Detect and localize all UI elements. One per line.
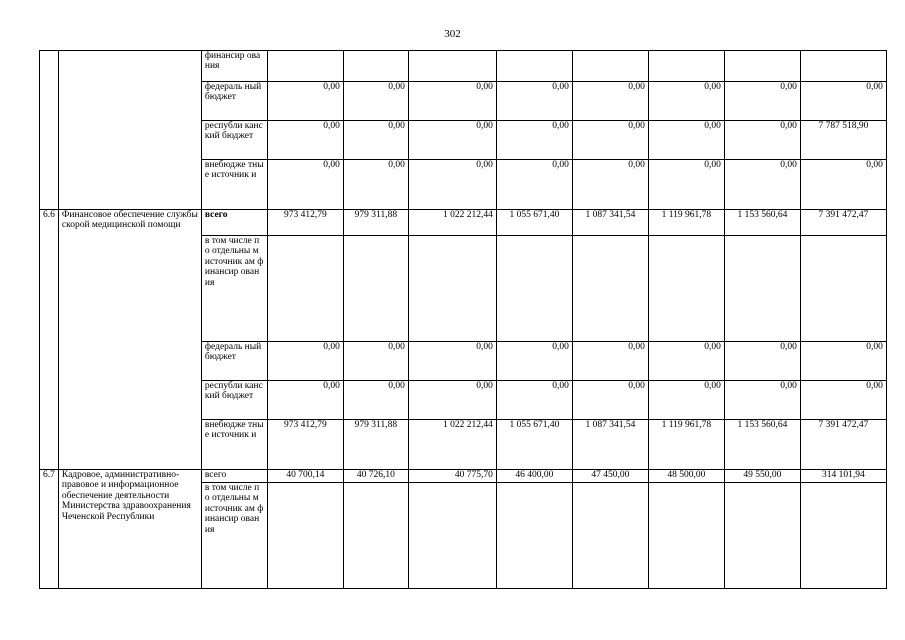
index-cell: 6.6 — [40, 210, 59, 470]
source-cell: федераль ный бюджет — [201, 342, 267, 381]
empty-cell — [267, 483, 343, 589]
empty-cell — [648, 51, 724, 82]
value-cell: 1 055 671,40 — [496, 210, 572, 236]
empty-cell — [572, 51, 648, 82]
value-cell: 47 450,00 — [572, 470, 648, 483]
empty-cell — [572, 483, 648, 589]
empty-cell — [267, 51, 343, 82]
empty-cell — [572, 236, 648, 342]
empty-cell — [800, 236, 886, 342]
empty-cell — [267, 236, 343, 342]
value-cell: 1 153 560,64 — [724, 210, 800, 236]
value-cell: 314 101,94 — [800, 470, 886, 483]
value-cell: 0,00 — [343, 160, 408, 210]
budget-table-body — [40, 51, 887, 589]
empty-cell — [343, 236, 408, 342]
value-cell: 40 726,10 — [343, 470, 408, 483]
source-cell: внебюдже тные источник и — [201, 420, 267, 470]
value-cell: 0,00 — [572, 160, 648, 210]
value-cell: 48 500,00 — [648, 470, 724, 483]
source-cell: финансир ования — [201, 51, 267, 82]
value-cell: 0,00 — [496, 160, 572, 210]
empty-cell — [496, 483, 572, 589]
empty-cell — [800, 483, 886, 589]
value-cell: 0,00 — [648, 121, 724, 160]
value-cell: 1 087 341,54 — [572, 420, 648, 470]
page-number: 302 — [444, 28, 461, 40]
value-cell: 40 700,14 — [267, 470, 343, 483]
empty-cell — [408, 483, 496, 589]
value-cell: 979 311,88 — [343, 420, 408, 470]
value-cell: 0,00 — [800, 342, 886, 381]
value-cell: 0,00 — [724, 381, 800, 420]
value-cell: 1 153 560,64 — [724, 420, 800, 470]
source-cell: всего — [201, 470, 267, 483]
source-cell: внебюдже тные источник и — [201, 160, 267, 210]
value-cell: 979 311,88 — [343, 210, 408, 236]
value-cell: 1 119 961,78 — [648, 420, 724, 470]
budget-table — [39, 50, 887, 589]
value-cell: 0,00 — [648, 381, 724, 420]
value-cell: 0,00 — [572, 121, 648, 160]
source-cell: республи канский бюджет — [201, 381, 267, 420]
table-row — [40, 470, 887, 483]
value-cell: 973 412,79 — [267, 420, 343, 470]
value-cell: 0,00 — [648, 160, 724, 210]
empty-cell — [496, 51, 572, 82]
source-cell: в том числе по отдельны м источник ам финансир ования — [201, 483, 267, 589]
value-cell: 973 412,79 — [267, 210, 343, 236]
empty-cell — [408, 236, 496, 342]
value-cell: 0,00 — [343, 121, 408, 160]
value-cell: 1 022 212,44 — [408, 210, 496, 236]
value-cell: 0,00 — [496, 82, 572, 121]
source-cell: республи канский бюджет — [201, 121, 267, 160]
value-cell: 0,00 — [267, 381, 343, 420]
value-cell: 0,00 — [572, 82, 648, 121]
name-cell: Финансовое обеспечение службы скорой медицинской помощи — [58, 210, 201, 470]
value-cell: 49 550,00 — [724, 470, 800, 483]
value-cell: 46 400,00 — [496, 470, 572, 483]
value-cell: 0,00 — [724, 82, 800, 121]
value-cell: 0,00 — [343, 381, 408, 420]
value-cell: 0,00 — [496, 342, 572, 381]
value-cell: 0,00 — [724, 121, 800, 160]
value-cell: 0,00 — [267, 160, 343, 210]
value-cell: 0,00 — [408, 381, 496, 420]
empty-cell — [408, 51, 496, 82]
value-cell: 0,00 — [408, 342, 496, 381]
empty-cell — [343, 483, 408, 589]
value-cell: 0,00 — [496, 381, 572, 420]
source-cell: федераль ный бюджет — [201, 82, 267, 121]
value-cell: 0,00 — [800, 82, 886, 121]
value-cell: 0,00 — [267, 342, 343, 381]
empty-cell — [496, 236, 572, 342]
source-cell: всего — [201, 210, 267, 236]
value-cell: 1 022 212,44 — [408, 420, 496, 470]
value-cell: 7 787 518,90 — [800, 121, 886, 160]
value-cell: 0,00 — [648, 342, 724, 381]
index-cell: 6.7 — [40, 470, 59, 589]
value-cell: 1 055 671,40 — [496, 420, 572, 470]
value-cell: 1 119 961,78 — [648, 210, 724, 236]
value-cell: 0,00 — [343, 342, 408, 381]
name-cell: Кадровое, административно-правовое и информационное обеспечение деятельности Министерства здравоохранения Чеченской Республики — [58, 470, 201, 589]
empty-cell — [724, 236, 800, 342]
empty-cell — [648, 236, 724, 342]
value-cell: 0,00 — [648, 82, 724, 121]
value-cell: 0,00 — [724, 160, 800, 210]
empty-cell — [800, 51, 886, 82]
empty-cell — [648, 483, 724, 589]
value-cell: 7 391 472,47 — [800, 210, 886, 236]
value-cell: 0,00 — [408, 121, 496, 160]
empty-cell — [343, 51, 408, 82]
value-cell: 0,00 — [408, 82, 496, 121]
value-cell: 0,00 — [572, 381, 648, 420]
value-cell: 0,00 — [408, 160, 496, 210]
value-cell: 0,00 — [800, 160, 886, 210]
name-cell-continued — [58, 51, 201, 210]
value-cell: 0,00 — [496, 121, 572, 160]
value-cell: 0,00 — [267, 121, 343, 160]
value-cell: 1 087 341,54 — [572, 210, 648, 236]
table-row — [40, 210, 887, 236]
table-row — [40, 51, 887, 82]
source-cell: в том числе по отдельны м источник ам финансир ования — [201, 236, 267, 342]
value-cell: 0,00 — [800, 381, 886, 420]
value-cell: 7 391 472,47 — [800, 420, 886, 470]
index-cell-continued — [40, 51, 59, 210]
value-cell: 0,00 — [343, 82, 408, 121]
value-cell: 0,00 — [724, 342, 800, 381]
value-cell: 40 775,70 — [408, 470, 496, 483]
empty-cell — [724, 51, 800, 82]
value-cell: 0,00 — [572, 342, 648, 381]
value-cell: 0,00 — [267, 82, 343, 121]
empty-cell — [724, 483, 800, 589]
